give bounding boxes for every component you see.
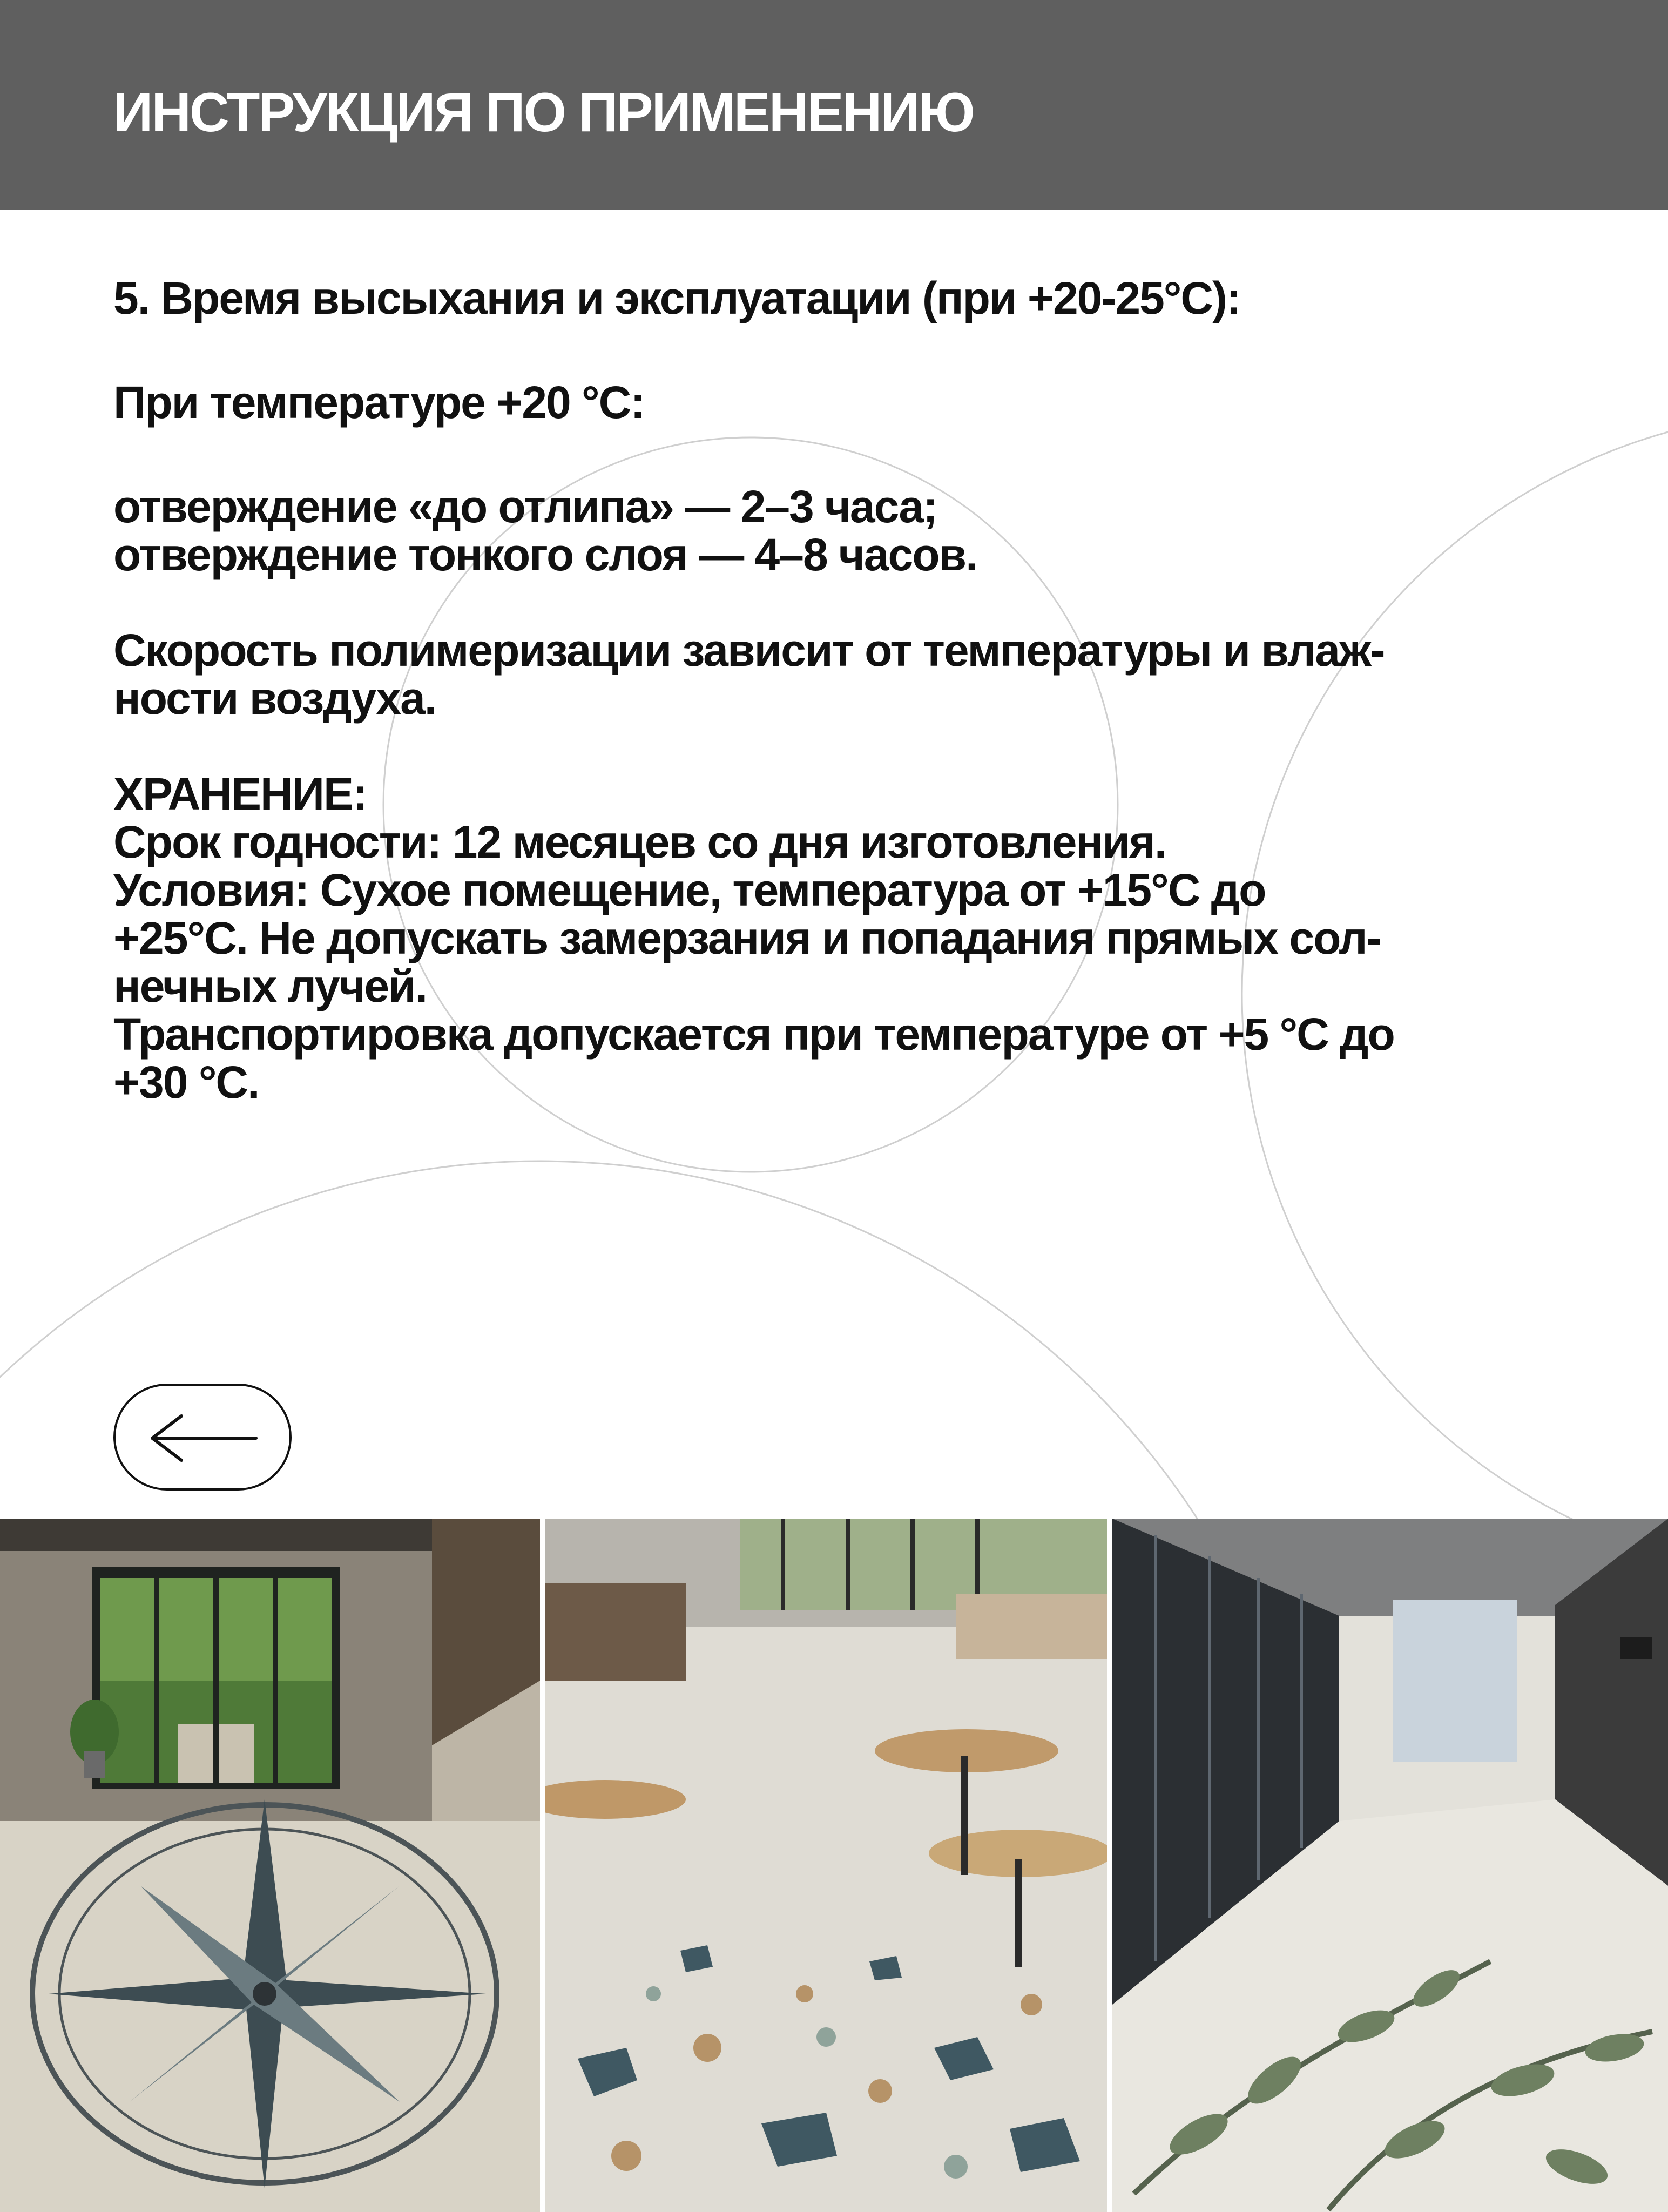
floor-photos-strip <box>0 1519 1668 2212</box>
storage-line: нечных лучей. <box>113 961 427 1012</box>
header-bar <box>0 0 1668 210</box>
office-corridor-leaf-floor-photo <box>1112 1519 1668 2212</box>
cure-line: отверждение тонкого слоя — 4–8 часов. <box>113 529 977 581</box>
page-title: ИНСТРУКЦИЯ ПО ПРИМЕНЕНИЮ <box>113 82 974 143</box>
cafe-terrazzo-floor-photo <box>545 1519 1107 2212</box>
lobby-compass-floor-photo <box>0 1519 540 2212</box>
storage-title: ХРАНЕНИЕ: <box>113 768 367 820</box>
storage-line: +25°С. Не допускать замерзания и попадания прямых сол- <box>113 913 1381 964</box>
storage-line: +30 °С. <box>113 1057 259 1108</box>
section-heading: 5. Время высыхания и эксплуатации (при +20-25°С): <box>113 273 1240 323</box>
polymerization-line: ности воздуха. <box>113 673 436 724</box>
polymerization-line: Скорость полимеризации зависит от температуры и влаж- <box>113 625 1385 676</box>
storage-line: Условия: Сухое помещение, температура от +15°С до <box>113 865 1266 916</box>
cure-line: отверждение «до отлипа» — 2–3 часа; <box>113 481 937 532</box>
storage-line: Транспортировка допускается при температуре от +5 °С до <box>113 1009 1394 1060</box>
back-button[interactable] <box>113 1384 292 1491</box>
arrow-left-icon <box>148 1414 259 1462</box>
storage-line: Срок годности: 12 месяцев со дня изготовления. <box>113 817 1166 868</box>
instruction-content <box>113 274 1571 1107</box>
temperature-label: При температуре +20 °С: <box>113 377 645 428</box>
